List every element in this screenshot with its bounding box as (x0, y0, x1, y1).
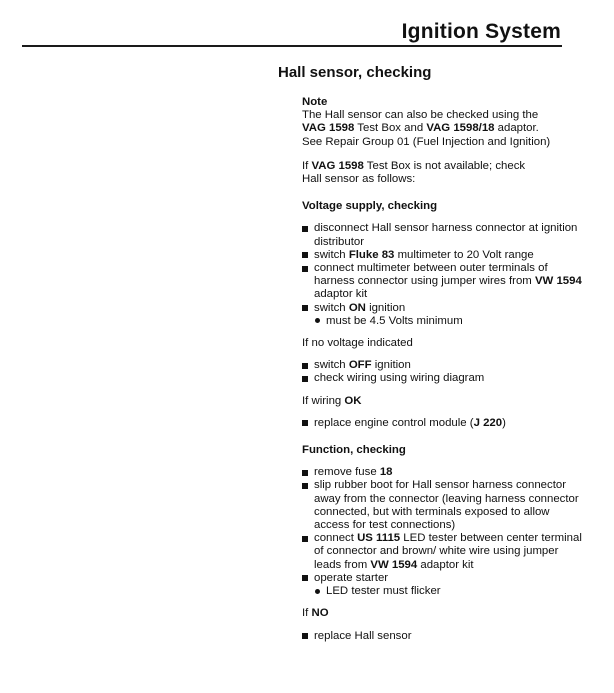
condition-text (302, 395, 582, 408)
step-item (302, 466, 582, 479)
condition-text: If no voltage indicated (302, 337, 413, 350)
step-item (302, 532, 582, 572)
tool-ref: Fluke 83 (348, 248, 395, 261)
tool-ref: US 1115 (357, 532, 401, 545)
intro-span: Test Box is not available; check (363, 159, 526, 172)
note-text (302, 109, 582, 149)
step-text: ) (502, 416, 506, 429)
note-block (302, 96, 582, 149)
step-text: LED tester between center terminal of connector and brown/ white wire using jumper leads from (314, 532, 582, 571)
sub-step-item (302, 585, 582, 598)
intro-text (302, 160, 582, 186)
tool-ref: VW 1594 (534, 275, 582, 288)
step-item (302, 302, 582, 315)
voltage-supply-heading: Voltage supply, checking (302, 200, 438, 213)
no-voltage-steps (302, 359, 582, 385)
part-ref: J 220 (473, 416, 503, 429)
fuse-ref: 18 (379, 466, 393, 479)
tool-ref: VAG 1598/18 (426, 122, 495, 135)
emphasis: OK (344, 394, 362, 407)
step-text: ignition (371, 359, 411, 372)
voltage-steps (302, 222, 582, 328)
step-item (302, 359, 582, 372)
step-item (302, 417, 582, 430)
condition-text (302, 607, 582, 620)
header-rule (22, 45, 562, 47)
emphasis: OFF (348, 359, 372, 372)
repair-group-reference: See Repair Group 01 (Fuel Injection and Ignition) (302, 135, 551, 148)
intro-span: Hall sensor as follows: (302, 173, 416, 186)
emphasis: ON (348, 301, 366, 314)
condition-span: If wiring (302, 394, 345, 407)
step-text: check wiring using wiring diagram (314, 372, 485, 385)
note-label: Note (302, 96, 328, 108)
wiring-ok-steps (302, 417, 582, 430)
section-heading: Hall sensor, checking (278, 64, 432, 81)
step-item (302, 372, 582, 385)
note-text-span: Test Box and (354, 122, 427, 135)
step-text: multimeter to 20 Volt range (394, 248, 534, 261)
tool-ref: VAG 1598 (311, 159, 364, 172)
step-text: LED tester must flicker (326, 585, 441, 598)
note-line: The Hall sensor can also be checked using the (302, 109, 539, 122)
step-item (302, 479, 582, 532)
tool-ref: VAG 1598 (302, 122, 355, 135)
note-text-span: adaptor. (494, 122, 539, 135)
condition-span: If (302, 607, 312, 620)
step-text: adaptor kit (417, 558, 474, 571)
function-steps (302, 466, 582, 598)
failure-steps (302, 630, 582, 643)
document-body (302, 96, 582, 652)
step-text: disconnect Hall sensor harness connector at ignition distributor (314, 222, 578, 248)
step-text: switch (314, 359, 349, 372)
step-text: remove fuse (314, 466, 380, 479)
step-item (302, 222, 582, 248)
function-heading: Function, checking (302, 444, 406, 457)
step-item (302, 572, 582, 585)
step-text: adaptor kit (314, 288, 368, 301)
step-item (302, 262, 582, 302)
step-text: switch (314, 248, 349, 261)
step-text: must be 4.5 Volts minimum (326, 314, 463, 327)
step-text: replace engine control module ( (314, 416, 474, 429)
step-text: connect (314, 532, 358, 545)
step-text: operate starter (314, 571, 389, 584)
intro-span: If (302, 159, 312, 172)
step-text: connect multimeter between outer terminals of harness connector using jumper wires from (314, 262, 548, 288)
sub-step-item (302, 315, 582, 328)
step-item (302, 249, 582, 262)
tool-ref: VW 1594 (370, 558, 418, 571)
step-text: switch (314, 301, 349, 314)
step-item (302, 630, 582, 643)
step-text: replace Hall sensor (314, 629, 412, 642)
step-text: ignition (365, 301, 406, 314)
step-text: slip rubber boot for Hall sensor harness connector away from the connector (leaving harness connector connected, but with terminals exposed to allow access for test connections) (314, 479, 579, 532)
page-title: Ignition System (401, 20, 561, 43)
emphasis: NO (311, 607, 329, 620)
